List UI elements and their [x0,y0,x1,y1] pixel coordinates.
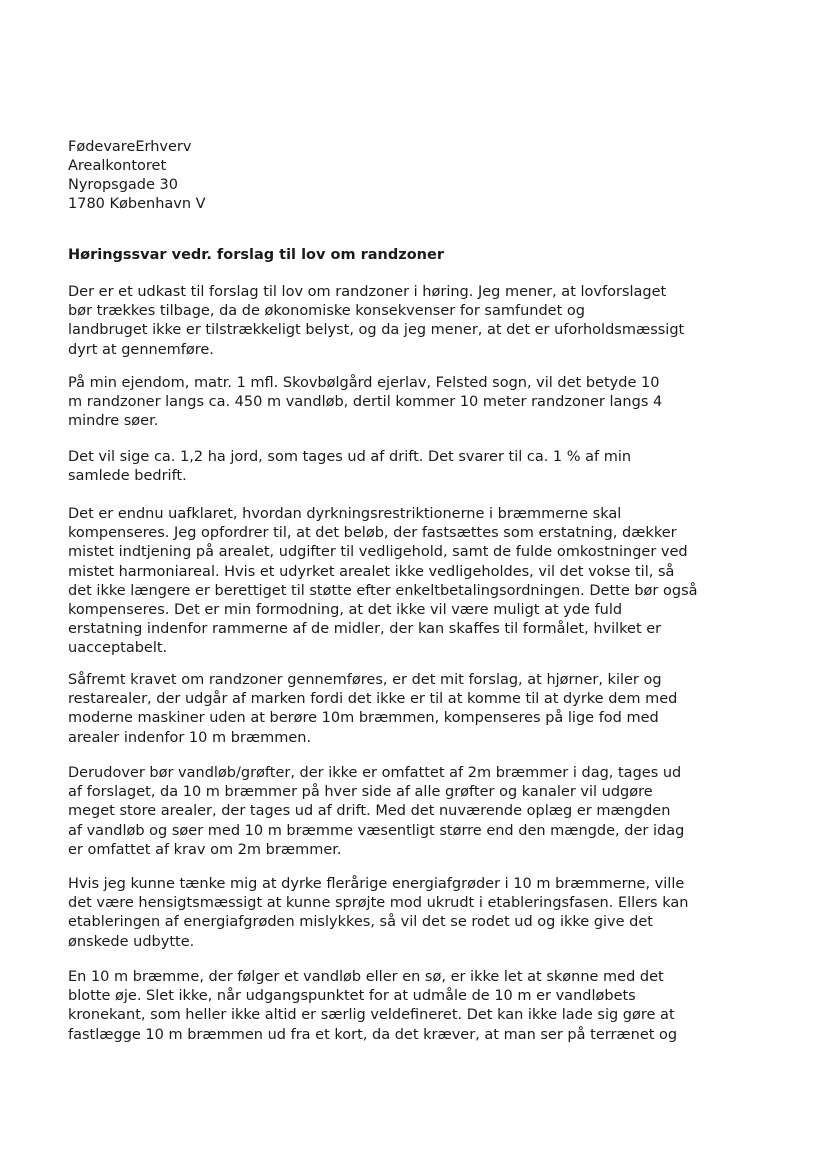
paragraph-line: af forslaget, da 10 m bræmmer på hver side af alle grøfter og kanaler vil udgøre [68,784,653,801]
paragraph-line: erstatning indenfor rammerne af de midler, der kan skaffes til formålet, hvilket er [68,621,662,638]
paragraph-line: kronekant, som heller ikke altid er særlig veldefineret. Det kan ikke lade sig gøre at [68,1007,675,1024]
paragraph-line: m randzoner langs ca. 450 m vandløb, dertil kommer 10 meter randzoner langs 4 [68,394,663,411]
paragraph-8 [68,968,677,1045]
paragraph-line: arealer indenfor 10 m bræmmen. [68,729,312,746]
paragraph-line: landbruget ikke er tilstrækkeligt belyst, og da jeg mener, at det er uforholdsmæssigt [68,322,685,339]
paragraph-3 [68,448,631,486]
address-line-city: 1780 København V [68,196,206,212]
paragraph-line: kompenseres. Det er min formodning, at det ikke vil være muligt at yde fuld [68,602,623,619]
paragraph-6 [68,764,684,860]
paragraph-line: dyrt at gennemføre. [68,341,214,358]
paragraph-line: moderne maskiner uden at berøre 10m bræmmen, kompenseres på lige fod med [68,710,659,727]
paragraph-line: mistet indtjening på arealet, udgifter til vedligehold, samt de fulde omkostninger ved [68,544,688,561]
paragraph-line: bør trækkes tilbage, da de økonomiske konsekvenser for samfundet og [68,303,585,320]
paragraph-line: En 10 m bræmme, der følger et vandløb eller en sø, er ikke let at skønne med det [68,969,664,985]
paragraph-line: blotte øje. Slet ikke, når udgangspunktet for at udmåle de 10 m er vandløbets [68,988,636,1005]
paragraph-2 [68,374,662,432]
paragraph-line: Derudover bør vandløb/grøfter, der ikke er omfattet af 2m bræmmer i dag, tages ud [68,765,682,781]
paragraph-line: ønskede udbytte. [68,933,195,950]
address-line-street: Nyropsgade 30 [68,177,178,193]
paragraph-7 [68,875,688,952]
paragraph-line: Det er endnu uafklaret, hvordan dyrkningsrestriktionerne i bræmmerne skal [68,506,622,522]
paragraph-line: af vandløb og søer med 10 m bræmme væsentligt større end den mængde, der idag [68,822,685,839]
paragraph-line: det ikke længere er berettiget til støtte efter enkeltbetalingsordningen. Dette bør også [68,582,698,599]
paragraph-line: Det vil sige ca. 1,2 ha jord, som tages ud af drift. Det svarer til ca. 1 % af min [68,449,632,465]
paragraph-line: meget store arealer, der tages ud af drift. Med det nuværende oplæg er mængden [68,803,671,820]
paragraph-line: etableringen af energiafgrøden mislykkes, så vil det se rodet ud og ikke give det [68,914,653,931]
paragraph-line: På min ejendom, matr. 1 mfl. Skovbølgård ejerlav, Felsted sogn, vil det betyde 10 [68,375,660,391]
paragraph-line: fastlægge 10 m bræmmen ud fra et kort, da det kræver, at man ser på terrænet og [68,1026,678,1043]
paragraph-5 [68,671,677,748]
paragraph-line: restarealer, der udgår af marken fordi det ikke er til at komme til at dyrke dem med [68,691,678,708]
paragraph-line: Der er et udkast til forslag til lov om randzoner i høring. Jeg mener, at lovforslaget [68,284,667,300]
paragraph-4 [68,505,698,659]
paragraph-line: er omfattet af krav om 2m bræmmer. [68,841,342,858]
address-line-org: FødevareErhverv [68,139,192,155]
recipient-address [68,138,468,214]
paragraph-line: mindre søer. [68,413,159,430]
letter-heading: Høringssvar vedr. forslag til lov om randzoner [68,247,444,263]
paragraph-line: mistet harmoniareal. Hvis et udyrket arealet ikke vedligeholdes, vil det vokse til, så [68,563,675,580]
paragraph-line: samlede bedrift. [68,468,187,485]
paragraph-line: kompenseres. Jeg opfordrer til, at det beløb, der fastsættes som erstatning, dækker [68,525,677,542]
paragraph-line: Såfremt kravet om randzoner gennemføres, er det mit forslag, at hjørner, kiler og [68,672,662,688]
paragraph-line: Hvis jeg kunne tænke mig at dyrke flerårige energiafgrøder i 10 m bræmmerne, ville [68,876,685,892]
paragraph-line: det være hensigtsmæssigt at kunne sprøjte mod ukrudt i etableringsfasen. Ellers kan [68,895,689,912]
paragraph-1 [68,283,684,360]
address-line-dept: Arealkontoret [68,158,167,174]
paragraph-line: uacceptabelt. [68,640,168,657]
